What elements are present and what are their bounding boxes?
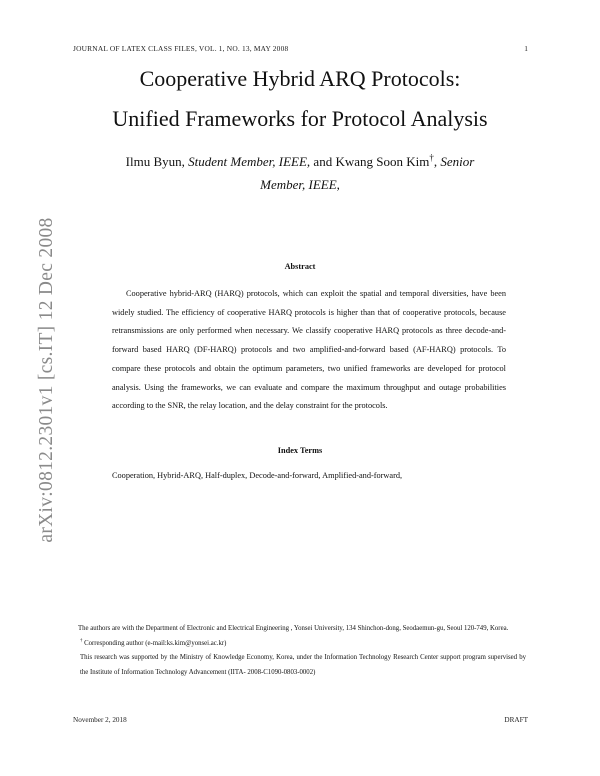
paper-title-line-1: Cooperative Hybrid ARQ Protocols: [139, 66, 461, 91]
index-terms-heading: Index Terms [277, 446, 323, 455]
footnotes [78, 622, 526, 680]
author-1-role: Student Member, IEEE, [188, 154, 311, 169]
footnote-corresponding [78, 637, 526, 652]
page-number: 1 [524, 44, 528, 53]
abstract-text: Cooperative hybrid-ARQ (HARQ) protocols, which can exploit the spatial and temporal diversities, have been widely studied. The efficiency of cooperative HARQ protocols is higher than that of cooperative protocols, because retransmissions are only performed when necessary. We classify cooperative HARQ protocols as three decode-and-forward based HARQ (DF-HARQ) protocols and two amplified-and-forward based (AF-HARQ) protocols. To compare these protocols and obtain the optimum parameters, two unified frameworks are developed for protocol analysis. Using the frameworks, we can evaluate and compare the maximum throughput and outage probabilities according to the SNR, the relay location, and the delay constraint for the protocols. [112, 289, 506, 411]
author-2-role: Senior [440, 154, 475, 169]
journal-header: JOURNAL OF LATEX CLASS FILES, VOL. 1, NO. 13, MAY 2008 [73, 44, 289, 53]
footnote-affiliation: The authors are with the Department of Electronic and Electrical Engineering , Yonsei University, 134 Shinchon-dong, Seodaemun-gu, Seoul 120-749, Korea. [78, 625, 509, 632]
author-block: Ilmu Byun, Student Member, IEEE, and Kwang Soon Kim†, Senior Member, IEEE, [125, 152, 475, 192]
abstract-body [112, 285, 506, 416]
arxiv-stamp: arXiv:0812.2301v1 [cs.IT] 12 Dec 2008 [36, 217, 57, 543]
abstract-heading: Abstract [284, 262, 316, 271]
paper-title-line-2: Unified Frameworks for Protocol Analysis [112, 106, 488, 131]
corresponding-mark: † [429, 152, 434, 163]
author-2-role-cont: Member, IEEE, [260, 177, 340, 192]
footer-date: November 2, 2018 [73, 716, 127, 724]
index-terms-text: Cooperation, Hybrid-ARQ, Half-duplex, Decode-and-forward, Amplified-and-forward, [112, 471, 403, 480]
footnote-corresponding-text: Corresponding author (e-mail:ks.kim@yonsei.ac.kr) [84, 639, 227, 647]
author-1-name: Ilmu Byun, [125, 154, 185, 169]
author-2-name: and Kwang Soon Kim [313, 154, 430, 169]
footnote-funding: This research was supported by the Ministry of Knowledge Economy, Korea, under the Information Technology Research Center support program supervised by the Institute of Information Technology Advancement (IITA- 2008-C1090-0803-0002) [80, 654, 526, 676]
footer-status: DRAFT [504, 716, 528, 724]
footnote-dagger: † [80, 638, 83, 644]
